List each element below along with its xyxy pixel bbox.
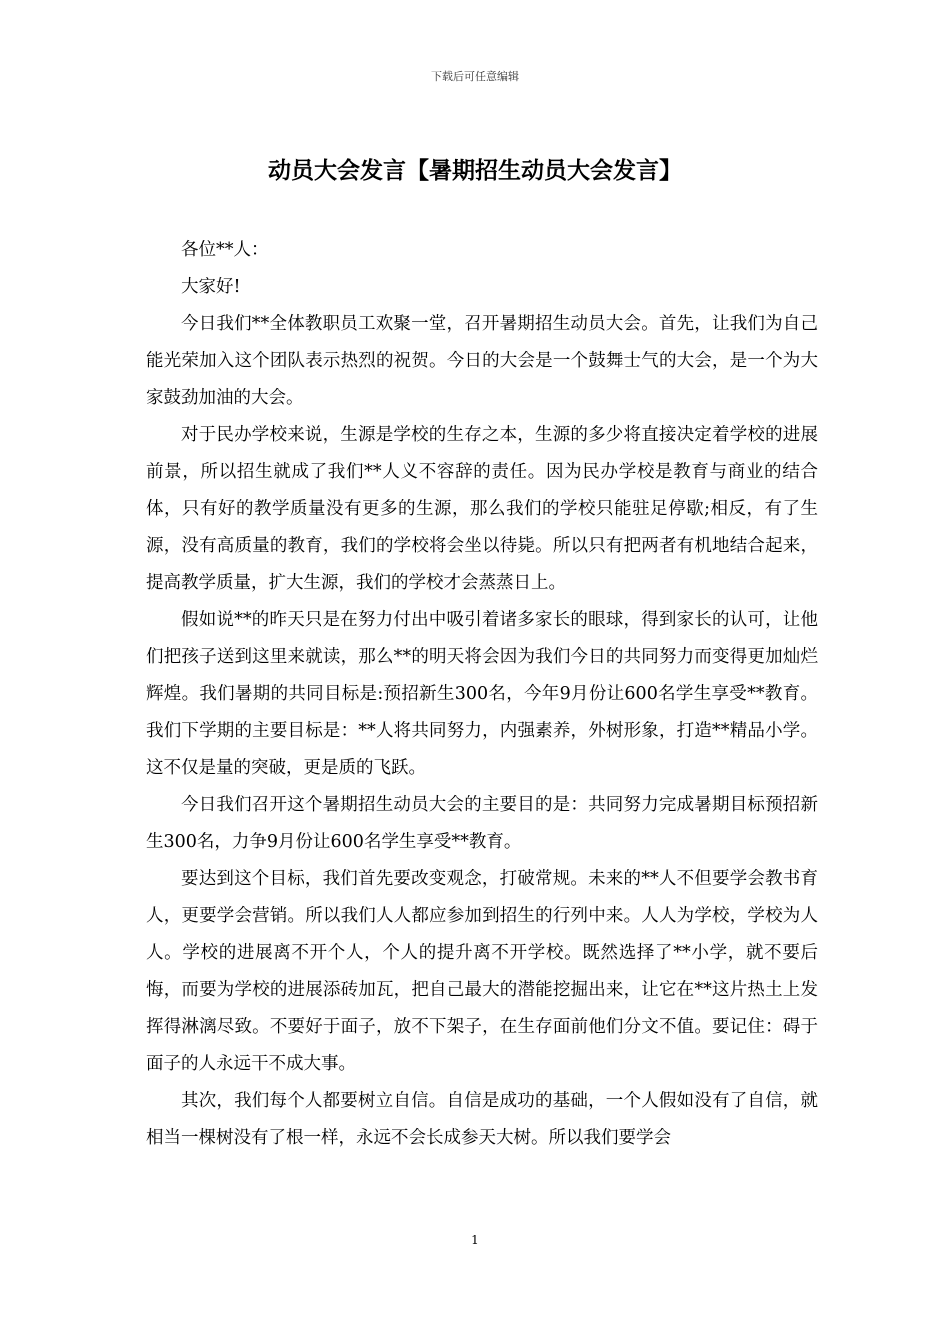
document-body [146, 232, 818, 1157]
paragraph: 对于民办学校来说，生源是学校的生存之本，生源的多少将直接决定着学校的进展前景，所以招生就成了我们**人义不容辞的责任。因为民办学校是教育与商业的结合体，只有好的教学质量没有更多的生源，那么我们的学校只能驻足停歇;相反，有了生源，没有高质量的教育，我们的学校将会坐以待毙。所以只有把两者有机地结合起来，提高教学质量，扩大生源，我们的学校才会蒸蒸日上。 [146, 425, 818, 593]
paragraph: 今日我们**全体教职员工欢聚一堂，召开暑期招生动员大会。首先，让我们为自己能光荣加入这个团队表示热烈的祝贺。今日的大会是一个鼓舞士气的大会，是一个为大家鼓劲加油的大会。 [146, 314, 818, 408]
document-title: 动员大会发言【暑期招生动员大会发言】 [268, 158, 682, 184]
paragraph: 今日我们召开这个暑期招生动员大会的主要目的是：共同努力完成暑期目标预招新生300名，力争9月份让600名学生享受**教育。 [146, 795, 818, 852]
paragraph: 要达到这个目标，我们首先要改变观念，打破常规。未来的**人不但要学会教书育人，更要学会营销。所以我们人人都应参加到招生的行列中来。人人为学校，学校为人人。学校的进展离不开个人，个人的提升离不开学校。既然选择了**小学，就不要后悔，而要为学校的进展添砖加瓦，把自己最大的潜能挖掘出来，让它在**这片热土上发挥得淋漓尽致。不要好于面子，放不下架子，在生存面前他们分文不值。要记住：碍于面子的人永远干不成大事。 [146, 869, 818, 1074]
paragraph: 其次，我们每个人都要树立自信。自信是成功的基础，一个人假如没有了自信，就相当一棵树没有了根一样，永远不会长成参天大树。所以我们要学会 [146, 1091, 818, 1148]
paragraph-greeting: 各位**人： [181, 240, 269, 260]
header-note: 下载后可任意编辑 [431, 70, 519, 83]
paragraph-salutation: 大家好! [181, 277, 241, 297]
page-number: 1 [471, 1233, 479, 1247]
paragraph: 假如说**的昨天只是在努力付出中吸引着诸多家长的眼球，得到家长的认可，让他们把孩子送到这里来就读，那么**的明天将会因为我们今日的共同努力而变得更加灿烂辉煌。我们暑期的共同目标是:预招新生300名，今年9月份让600名学生享受**教育。我们下学期的主要目标是：**人将共同努力，内强素养，外树形象，打造**精品小学。这不仅是量的突破，更是质的飞跃。 [146, 610, 818, 778]
